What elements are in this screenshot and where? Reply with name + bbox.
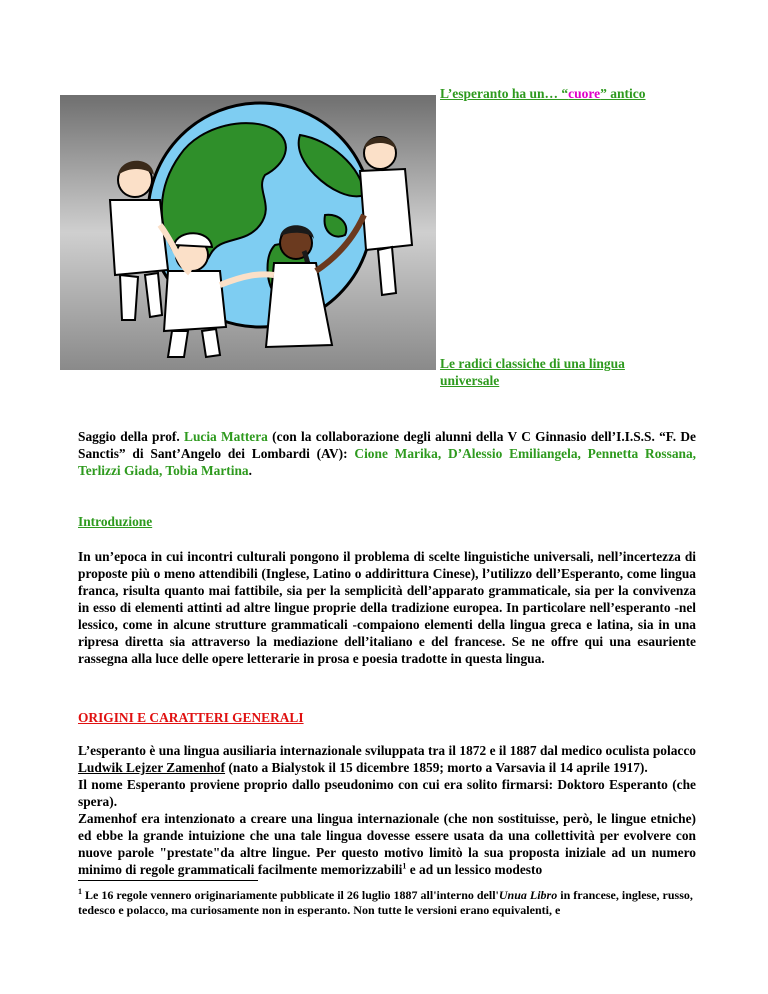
footnote-divider — [78, 880, 258, 881]
title-highlight: cuore — [568, 86, 601, 101]
title-part-2: ” antico — [600, 86, 646, 101]
article-subtitle: Le radici classiche di una lingua universale — [440, 356, 625, 388]
footnote-ref[interactable]: 1 — [402, 861, 407, 871]
origins-heading: ORIGINI E CARATTERI GENERALI — [78, 710, 304, 725]
footnote — [78, 888, 696, 918]
footnote-number: 1 — [78, 887, 82, 896]
intro-paragraph: In un’epoca in cui incontri culturali pongono il problema di scelte linguistiche universali, nell’incertezza di proposte più o meno attendibili (Inglese, Latino o addirittura Cinese), l’utilizzo dell’Esperanto, come lingua franca, risulta quanto mai fattibile, sia per la semplicità dell’apparato grammaticale, sia per la convivenza in esso di elementi attinti ad altre lingue proprie della tradizione europea. In particolare nell’esperanto -nel lessico, come in alcune strutture grammaticali -compaiono elementi della lingua greca e latina, sia in una ripresa diretta sia attraverso la mediazione dell’italiano e del francese. Se ne offre qui una esauriente rassegna alla luce delle opere letterarie in prosa e poesia tradotte in questa lingua. — [78, 549, 696, 666]
origins-p1-a: L’esperanto è una lingua ausiliaria internazionale sviluppata tra il 1872 e il 1887 dal medico oculista polacco — [78, 743, 696, 758]
credits-text-3: . — [248, 463, 252, 478]
footnote-italic: Unua Libro — [498, 888, 558, 902]
origins-p1-b: (nato a Bialystok il 15 dicembre 1859; morto a Varsavia il 14 aprile 1917). — [225, 760, 648, 775]
credits-text-2: (con la collaborazione degli alunni della V C Ginnasio dell’I.I.S.S. “F. De Sanctis” di Sant’Angelo dei Lombardi (AV): — [78, 429, 697, 461]
credits-paragraph — [78, 428, 696, 479]
origins-p3-a: Zamenhof era intenzionato a creare una lingua internazionale (che non sostituisse, però, le lingue etniche) ed ebbe la grande intuizione che una tale lingua dovesse essere usata da una collettività per evolvere con nuove parole "prestate"da altre lingue. Per questo motivo limitò la sua proposta iniziale ad un numero minimo di regole grammaticali facilmente memorizzabili — [78, 811, 696, 877]
origins-paragraph — [78, 742, 696, 878]
author-name: Lucia Mattera — [184, 429, 268, 444]
student-names: Cione Marika, D’Alessio Emiliangela, Pennetta Rossana, Terlizzi Giada, Tobia Martina — [78, 446, 697, 478]
article-title — [440, 86, 646, 102]
intro-heading: Introduzione — [78, 514, 153, 529]
globe-children-illustration — [60, 95, 436, 370]
origins-p2: Il nome Esperanto proviene proprio dallo pseudonimo con cui era solito firmarsi: Doktoro Esperanto (che spera). — [78, 777, 696, 809]
title-part-1: L’esperanto ha un… “ — [440, 86, 569, 101]
footnote-text-b: in francese, inglese, russo, tedesco e polacco, ma curiosamente non in esperanto. Non tutte le versioni erano equivalenti, e — [78, 888, 693, 917]
origins-p3-b: e ad un lessico modesto — [406, 862, 543, 877]
footnote-text-a: Le 16 regole vennero originariamente pubblicate il 26 luglio 1887 all'interno dell' — [82, 888, 499, 902]
zamenhof-link[interactable]: Ludwik Lejzer Zamenhof — [78, 760, 226, 775]
credits-text-1: Saggio della prof. — [78, 429, 185, 444]
